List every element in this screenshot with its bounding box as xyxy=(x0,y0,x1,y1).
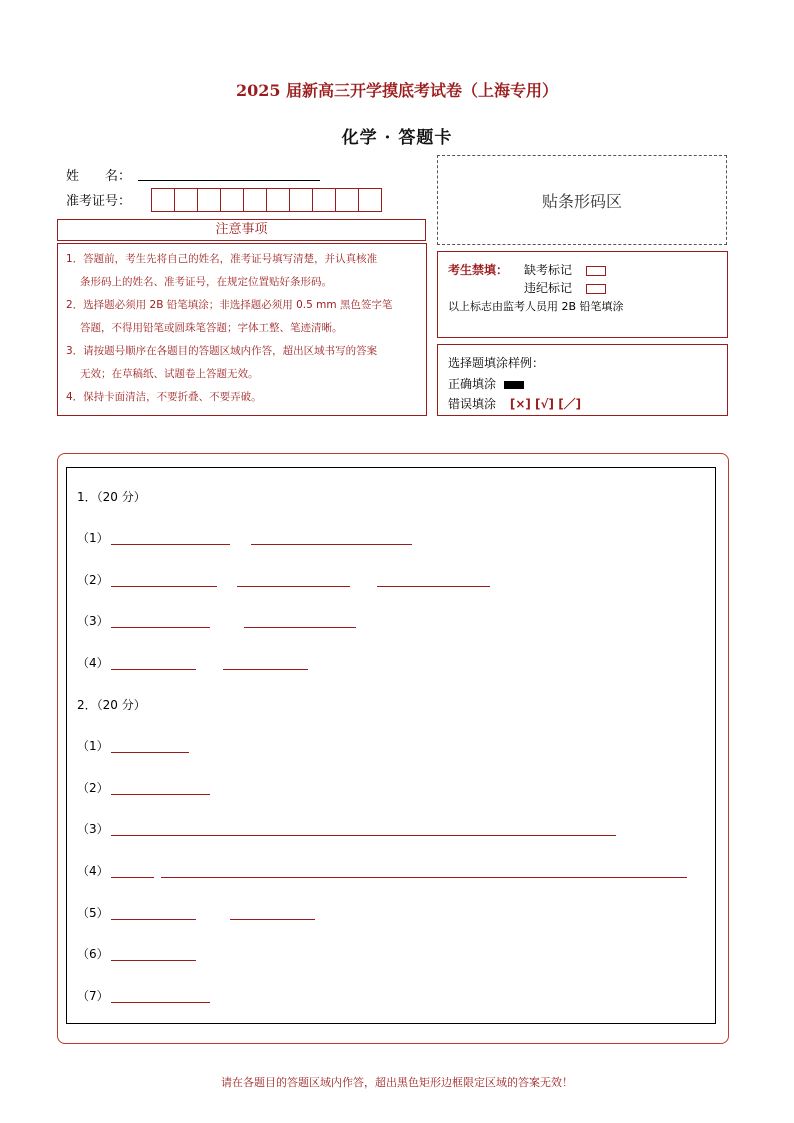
answer-line[interactable] xyxy=(111,543,230,545)
answer-line[interactable] xyxy=(111,959,196,961)
id-box[interactable] xyxy=(358,188,382,212)
note-item: 条形码上的姓名、准考证号，在规定位置贴好条形码。 xyxy=(80,276,332,288)
answer-line[interactable] xyxy=(111,793,210,795)
note-item: 2．选择题必须用 2B 铅笔填涂；非选择题必须用 0.5 mm 黑色签字笔 xyxy=(66,299,393,311)
barcode-label: 贴条形码区 xyxy=(541,191,622,211)
q1-part-4-label: （4） xyxy=(77,656,109,670)
correct-label: 正确填涂 xyxy=(448,377,497,391)
sample-title: 选择题填涂样例： xyxy=(448,356,545,370)
id-box[interactable] xyxy=(312,188,336,212)
notes-box xyxy=(57,243,427,416)
answer-line[interactable] xyxy=(111,876,154,878)
exam-id-label: 准考证号： xyxy=(66,194,132,209)
answer-line[interactable] xyxy=(223,668,308,670)
footer-warning: 请在各题目的答题区域内作答，超出黑色矩形边框限定区域的答案无效！ xyxy=(221,1076,573,1089)
q2-part-1-label: （1） xyxy=(77,739,109,753)
note-item: 无效；在草稿纸、试题卷上答题无效。 xyxy=(80,368,259,380)
absent-label: 缺考标记 xyxy=(524,263,573,277)
answer-line[interactable] xyxy=(230,918,315,920)
q1-part-3-label: （3） xyxy=(77,614,109,628)
forbid-box xyxy=(437,251,728,338)
note-item: 3．请按题号顺序在各题目的答题区域内作答，超出区域书写的答案 xyxy=(66,345,378,357)
note-item: 答题，不得用铅笔或圆珠笔答题；字体工整、笔迹清晰。 xyxy=(80,322,343,334)
exam-id-boxes[interactable] xyxy=(151,188,381,212)
page-subtitle: 化学 · 答题卡 xyxy=(341,128,453,148)
q2-part-4-label: （4） xyxy=(77,864,109,878)
id-box[interactable] xyxy=(174,188,198,212)
answer-area xyxy=(66,467,716,1024)
note-item: 1．答题前，考生先将自己的姓名，准考证号填写清楚，并认真核准 xyxy=(66,253,378,265)
sample-box xyxy=(437,344,728,416)
violation-mark xyxy=(524,279,606,296)
violation-mark-box[interactable] xyxy=(586,284,606,294)
answer-line[interactable] xyxy=(251,543,412,545)
forbid-note: 以上标志由监考人员用 2B 铅笔填涂 xyxy=(448,300,624,313)
id-box[interactable] xyxy=(220,188,244,212)
q1-part-1-label: （1） xyxy=(77,531,109,545)
answer-line[interactable] xyxy=(111,834,616,836)
answer-line[interactable] xyxy=(377,585,490,587)
id-box[interactable] xyxy=(266,188,290,212)
answer-line[interactable] xyxy=(111,585,217,587)
answer-line[interactable] xyxy=(111,751,189,753)
answer-line[interactable] xyxy=(111,918,196,920)
answer-line[interactable] xyxy=(111,1001,210,1003)
name-label: 姓 名： xyxy=(66,169,132,184)
q2-part-3-label: （3） xyxy=(77,822,109,836)
filled-mark-icon xyxy=(504,381,524,389)
note-item: 4．保持卡面清洁，不要折叠、不要弄破。 xyxy=(66,391,262,403)
wrong-marks: [×] [√] [／] xyxy=(509,397,582,411)
answer-line[interactable] xyxy=(111,626,210,628)
q2-part-6-label: （6） xyxy=(77,947,109,961)
id-box[interactable] xyxy=(289,188,313,212)
answer-line[interactable] xyxy=(161,876,687,878)
question-2-title: 2．（20 分） xyxy=(77,698,146,712)
wrong-label: 错误填涂 xyxy=(448,397,497,411)
barcode-area xyxy=(437,155,727,245)
absent-mark xyxy=(524,261,606,278)
question-1-title: 1．（20 分） xyxy=(77,490,146,504)
correct-fill xyxy=(448,375,524,392)
forbid-label: 考生禁填： xyxy=(448,263,509,277)
notes-header: 注意事项 xyxy=(57,219,426,241)
page-title: 2025 届新高三开学摸底考试卷（上海专用） xyxy=(235,81,559,100)
answer-line[interactable] xyxy=(244,626,356,628)
wrong-fill xyxy=(448,395,581,412)
q2-part-2-label: （2） xyxy=(77,781,109,795)
answer-line[interactable] xyxy=(111,668,196,670)
id-box[interactable] xyxy=(197,188,221,212)
q2-part-7-label: （7） xyxy=(77,989,109,1003)
q2-part-5-label: （5） xyxy=(77,906,109,920)
answer-line[interactable] xyxy=(237,585,350,587)
q1-part-2-label: （2） xyxy=(77,573,109,587)
id-box[interactable] xyxy=(151,188,175,212)
violation-label: 违纪标记 xyxy=(524,281,573,295)
id-box[interactable] xyxy=(243,188,267,212)
absent-mark-box[interactable] xyxy=(586,266,606,276)
name-field[interactable] xyxy=(138,179,320,181)
id-box[interactable] xyxy=(335,188,359,212)
